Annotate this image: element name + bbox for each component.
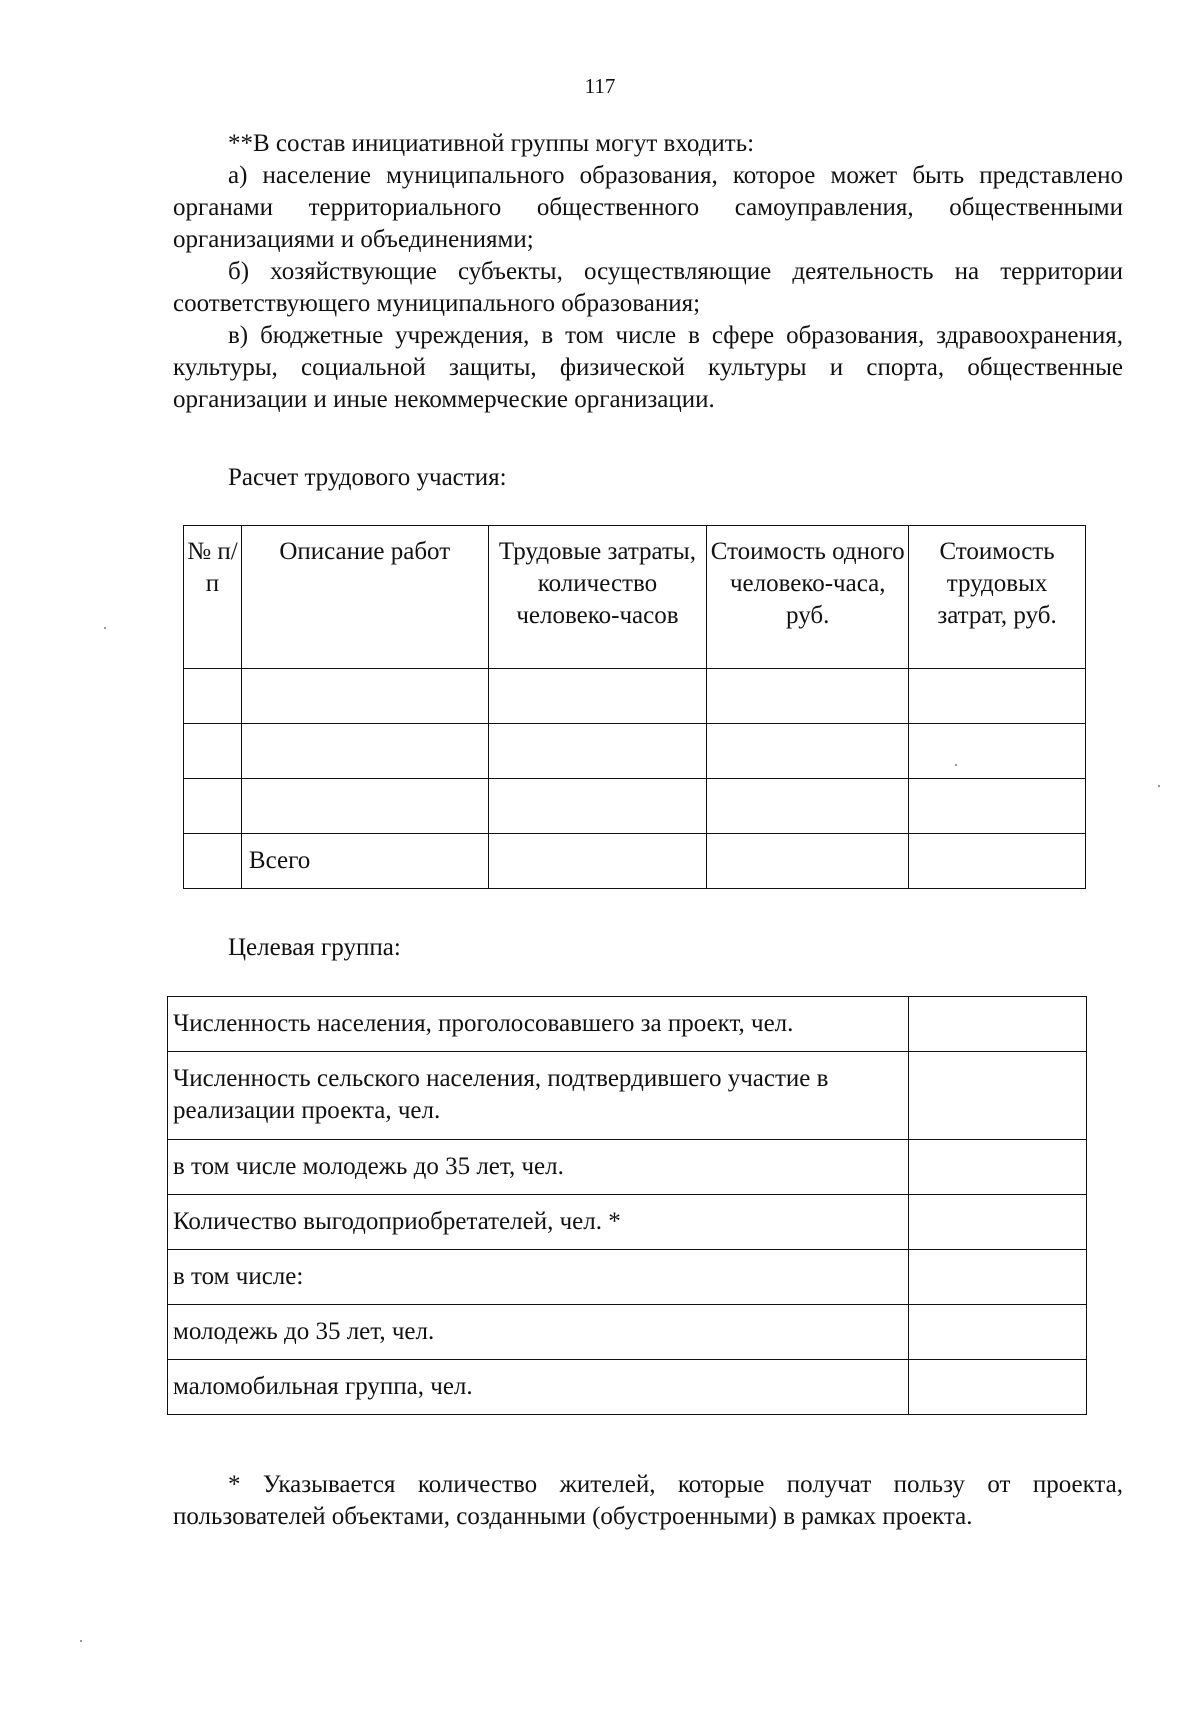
footnote-text: * Указывается количество жителей, которые получат пользу от проекта, пользователей объектами, созданными (обустроенными) в рамках проекта.: [173, 1471, 1123, 1530]
labor-header-row: [184, 526, 1086, 669]
scan-speck: [955, 764, 957, 766]
table-cell: [707, 724, 909, 779]
table-cell: [909, 1140, 1087, 1195]
table-row: [168, 997, 1087, 1052]
table-row: [168, 1360, 1087, 1415]
table-row: [184, 669, 1086, 724]
intro-item-c: в) бюджетные учреждения, в том числе в сфере образования, здравоохранения, культуры, социальной защиты, физической культуры и спорта, общественные организации и иные некоммерческие организации.: [173, 322, 1123, 413]
table-cell: [184, 669, 242, 724]
table-cell: [909, 1360, 1087, 1415]
table-cell: [909, 669, 1086, 724]
scan-speck: [104, 627, 106, 629]
table-row: [168, 1140, 1087, 1195]
labor-col-hour-cost: Стоимость одного человеко-часа, руб.: [707, 526, 909, 669]
target-row-label: Численность населения, проголосовавшего за проект, чел.: [168, 997, 909, 1052]
target-row-label: в том числе:: [168, 1250, 909, 1305]
labor-total-label: Всего: [241, 834, 488, 889]
table-row: [168, 1305, 1087, 1360]
target-row-label: маломобильная группа, чел.: [168, 1360, 909, 1415]
target-row-label: молодежь до 35 лет, чел.: [168, 1305, 909, 1360]
target-heading: Целевая группа:: [228, 934, 401, 961]
table-cell: [909, 997, 1087, 1052]
table-row: [168, 1250, 1087, 1305]
table-cell: [241, 779, 488, 834]
table-row: [168, 1052, 1087, 1140]
scan-speck: [1158, 785, 1160, 787]
table-row: [168, 1195, 1087, 1250]
table-cell: [488, 779, 707, 834]
labor-heading: Расчет трудового участия:: [228, 464, 507, 491]
target-row-label: в том числе молодежь до 35 лет, чел.: [168, 1140, 909, 1195]
intro-heading: **В состав инициативной группы могут входить:: [228, 130, 755, 157]
target-table: [167, 996, 1087, 1415]
table-cell: [909, 834, 1086, 889]
labor-col-description: Описание работ: [241, 526, 488, 669]
table-cell: [184, 779, 242, 834]
table-cell: [488, 834, 707, 889]
table-cell: [909, 1305, 1087, 1360]
intro-section: [173, 128, 1123, 416]
intro-item-a: а) население муниципального образования, которое может быть представлено органами территориального общественного самоуправления, общественными организациями и объединениями;: [173, 162, 1123, 253]
labor-total-row: [184, 834, 1086, 889]
table-cell: [488, 724, 707, 779]
table-cell: [909, 779, 1086, 834]
table-cell: [707, 834, 909, 889]
labor-col-number: № п/п: [184, 526, 242, 669]
page-number: 117: [584, 74, 616, 98]
scan-speck: [80, 1640, 82, 1642]
intro-item-b: б) хозяйствующие субъекты, осуществляющие деятельность на территории соответствующего муниципального образования;: [173, 258, 1123, 317]
target-row-label: Количество выгодоприобретателей, чел. *: [168, 1195, 909, 1250]
table-cell: [241, 669, 488, 724]
table-cell: [909, 1195, 1087, 1250]
table-cell: [184, 834, 242, 889]
footnote-section: [173, 1469, 1123, 1533]
table-row: [184, 724, 1086, 779]
labor-col-total-cost: Стоимость трудовых затрат, руб.: [909, 526, 1086, 669]
labor-table: [183, 525, 1086, 889]
labor-col-hours: Трудовые затраты, количество человеко-часов: [488, 526, 707, 669]
table-cell: [488, 669, 707, 724]
table-cell: [707, 669, 909, 724]
table-cell: [707, 779, 909, 834]
table-cell: [184, 724, 242, 779]
table-cell: [909, 1052, 1087, 1140]
table-row: [184, 779, 1086, 834]
table-cell: [909, 724, 1086, 779]
table-cell: [241, 724, 488, 779]
target-row-label: Численность сельского населения, подтвердившего участие в реализации проекта, чел.: [168, 1052, 909, 1140]
table-cell: [909, 1250, 1087, 1305]
